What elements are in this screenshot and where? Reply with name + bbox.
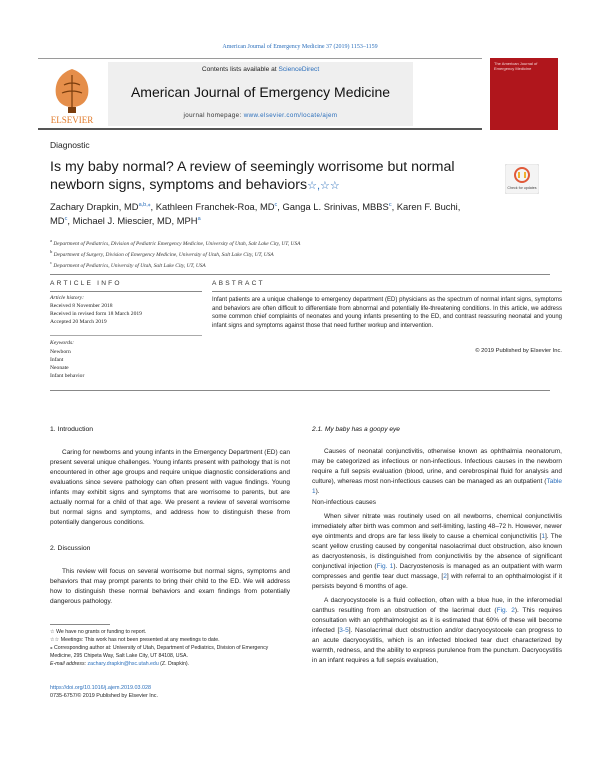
author-affil-mark: a,b,⁎ bbox=[138, 201, 151, 208]
divider bbox=[50, 274, 550, 275]
footnote: ☆ We have no grants or funding to report. bbox=[50, 629, 147, 635]
badge-label: Check for updates bbox=[507, 186, 537, 190]
author-affil-mark: c bbox=[64, 215, 68, 222]
homepage-label: journal homepage: bbox=[183, 112, 242, 119]
publication-info bbox=[50, 684, 290, 701]
keyword: Infant bbox=[50, 356, 64, 363]
keyword: Infant behavior bbox=[50, 372, 85, 379]
citation-link[interactable]: 2 bbox=[443, 572, 447, 580]
elsevier-wordmark: ELSEVIER bbox=[50, 115, 94, 125]
paragraph: A dacryocystocele is a fluid collection, often with a blue hue, in the inferomedial canthus resulting from an obstruction of the lacrimal duct (Fig. 2). This requires consultation with an ophthalmologist as it is estimated that 60% of these will become infected [3-5]. Nasolacrimal duct obstruction and/or dacryocystocele can progress to an acute dacryocystitis, which is an infected blocked tear duct characterized by warmth, redness, and the ability to express purulence from the punctum. Dacryocystitis in an infant requires a full sepsis evaluation, bbox=[312, 597, 563, 665]
footnote-divider bbox=[50, 624, 110, 625]
article-section: Diagnostic bbox=[50, 140, 90, 150]
article-info bbox=[50, 294, 202, 380]
citation-link[interactable]: 1 bbox=[541, 532, 545, 540]
keyword: Neonate bbox=[50, 364, 69, 371]
divider bbox=[212, 291, 562, 292]
contents-line bbox=[108, 66, 413, 73]
figure-reference[interactable]: Fig. 1 bbox=[376, 562, 394, 570]
cover-title: The American Journal of Emergency Medicine bbox=[494, 61, 538, 71]
affiliation-item: $^b$ Department of Surgery, Division of Emergency Medicine, University of Utah, Salt Lake City, UT, USA bbox=[50, 249, 274, 258]
journal-citation[interactable]: American Journal of Emergency Medicine 37 (2019) 1153–1159 bbox=[222, 44, 378, 50]
affiliations bbox=[50, 237, 510, 271]
abstract-heading: ABSTRACT bbox=[212, 280, 265, 287]
author-name[interactable]: Michael J. Miescier, MD, MPH bbox=[72, 214, 198, 226]
paragraph: This review will focus on several worrisome but normal signs, symptoms and behaviors that may prompt parents to bring their child to the ED. We will address how to distinguish these normal behaviors and exam findings from potentially dangerous pathology. bbox=[50, 567, 290, 605]
history-label: Article history: bbox=[50, 295, 85, 301]
affiliation-item: $^c$ Department of Pediatrics, University of Utah, Salt Lake City, UT, USA bbox=[50, 260, 206, 270]
homepage-line bbox=[108, 112, 413, 119]
right-column bbox=[312, 425, 562, 667]
affiliation-item: $^a$ Department of Pediatrics, Division of Pediatric Emergency Medicine, University of Utah, Salt Lake City, UT, USA bbox=[50, 238, 301, 247]
accepted-date: Accepted 20 March 2019 bbox=[50, 319, 107, 326]
email-link[interactable]: zachary.drapkin@hsc.utah.edu bbox=[87, 661, 159, 668]
article-info-heading: ARTICLE INFO bbox=[50, 280, 122, 287]
abstract-copyright: © 2019 Published by Elsevier Inc. bbox=[475, 348, 562, 354]
check-for-updates-icon[interactable] bbox=[505, 164, 539, 194]
article-title-text: Is my baby normal? A review of seemingly worrisome but normal newborn signs, symptoms and behaviors bbox=[50, 159, 455, 194]
citation-link[interactable]: 3-5 bbox=[339, 627, 349, 635]
contents-prefix: Contents lists available at bbox=[201, 66, 277, 73]
revised-date: Received in revised form 18 March 2019 bbox=[50, 311, 142, 318]
author-affil-mark: a bbox=[197, 215, 201, 222]
author-affil-mark: c bbox=[274, 201, 278, 208]
subsection-heading: 2.1. My baby has a goopy eye bbox=[312, 426, 400, 433]
divider bbox=[50, 291, 202, 292]
journal-banner bbox=[108, 62, 413, 126]
paragraph: When silver nitrate was routinely used on all newborns, chemical conjunctivitis immediately after birth was common and self-limiting, lasting 48–72 h. However, newer eye ointments and drops are far less likely to cause a chemical conjunctivitis [1]. The scant yellow crusting caused by congenital nasolacrimal duct obstruction, also known as dacryostenosis, is distinguished from conjunctivitis by the absence of significant conjunctival injection (Fig. 1). Dacryostenosis is managed as an outpatient with warm compresses and gentle tear duct massage, [2] with referral to an ophthalmologist if it persists beyond 6 months of age. bbox=[312, 512, 563, 591]
abstract-text: Infant patients are a unique challenge to emergency department (ED) physicians as the spectrum of normal infant signs, symptoms and behaviors are often difficult to differentiate from abnormal and potentially life-threatening conditions. In this article, we address some common chief complaints of neonates and young infants presenting to the ED, and contrast reassuring neonatal and young infant signs and symptoms against those that need further workup and intervention. bbox=[212, 297, 562, 329]
figure-reference[interactable]: Fig. 2 bbox=[496, 607, 515, 615]
article-title bbox=[50, 158, 470, 194]
table-reference[interactable]: Table 1 bbox=[312, 478, 562, 496]
author-name[interactable]: Kathleen Franchek-Roa, MD bbox=[155, 201, 275, 212]
paragraph: Caring for newborns and young infants in the Emergency Department (ED) can present several unique challenges. Young infants present with pathology that is not encountered in other age groups and require unique diagnostic considerations and evaluations since severe pathology can often present with vague findings. Young infants may exhibit signs and symptoms that are worrisome to parents, but are actually normal for a child of that age. We present a review of several worrisome but normal signs and symptoms, and address how to distinguish these from potentially dangerous conditions. bbox=[50, 448, 290, 526]
journal-title: American Journal of Emergency Medicine bbox=[130, 84, 391, 100]
paragraph: Causes of neonatal conjunctivitis, otherwise known as ophthalmia neonatorum, may be categorized as infectious or non-infectious. Infectious causes in the newborn require a full sepsis evaluation (blood, urine, and cerebrospinal fluid for analysis and culture), whereas most non-infectious causes can be managed as an outpatient (Table 1). bbox=[312, 448, 562, 496]
author-name[interactable]: Zachary Drapkin, MD bbox=[50, 201, 139, 212]
issn-line: 0735-6757/© 2019 Published by Elsevier Inc. bbox=[50, 693, 158, 700]
footnotes bbox=[50, 628, 290, 668]
left-column bbox=[50, 425, 290, 607]
received-date: Received 8 November 2018 bbox=[50, 303, 113, 310]
keywords-label: Keywords: bbox=[50, 340, 75, 347]
author-name[interactable]: Karen F. Buchi, MD bbox=[50, 201, 461, 226]
author-affil-mark: c bbox=[388, 201, 392, 208]
author-name[interactable]: Ganga L. Srinivas, MBBS bbox=[282, 201, 389, 212]
homepage-link[interactable]: www.elsevier.com/locate/ajem bbox=[243, 112, 338, 119]
sciencedirect-link[interactable]: ScienceDirect bbox=[278, 66, 320, 73]
journal-header bbox=[38, 58, 482, 130]
footnote: ☆☆ Meetings: This work has not been presented at any meetings to date. bbox=[50, 637, 220, 644]
elsevier-logo-icon bbox=[42, 63, 102, 125]
subheading: Non-infectious causes bbox=[312, 498, 376, 506]
doi-link[interactable]: https://doi.org/10.1016/j.ajem.2019.03.028 bbox=[50, 685, 151, 691]
footnote: ⁎ Corresponding author at: University of Utah, Department of Pediatrics, Division of Emergency Medicine, 295 Chipeta Way, Salt Lake City, UT 84108, USA. bbox=[50, 645, 269, 660]
footnote: E-mail address: zachary.drapkin@hsc.utah.edu (Z. Drapkin). bbox=[50, 661, 189, 668]
journal-cover bbox=[490, 58, 558, 130]
keyword: Newborn bbox=[50, 348, 71, 355]
title-footnote-marks[interactable]: ☆,☆☆ bbox=[307, 180, 340, 193]
section-heading: 1. Introduction bbox=[50, 426, 94, 433]
section-heading: 2. Discussion bbox=[50, 545, 91, 553]
divider bbox=[50, 390, 550, 391]
author-list: Zachary Drapkin, $MD^{a,b,⁎}$, Kathleen Franchek-Roa, $MD^c$, Ganga L. Srinivas, MBBS$^c$, Karen F. Buchi, $MD^c$, Michael J. Miescier, MD, MPH$^a$ bbox=[50, 201, 461, 226]
